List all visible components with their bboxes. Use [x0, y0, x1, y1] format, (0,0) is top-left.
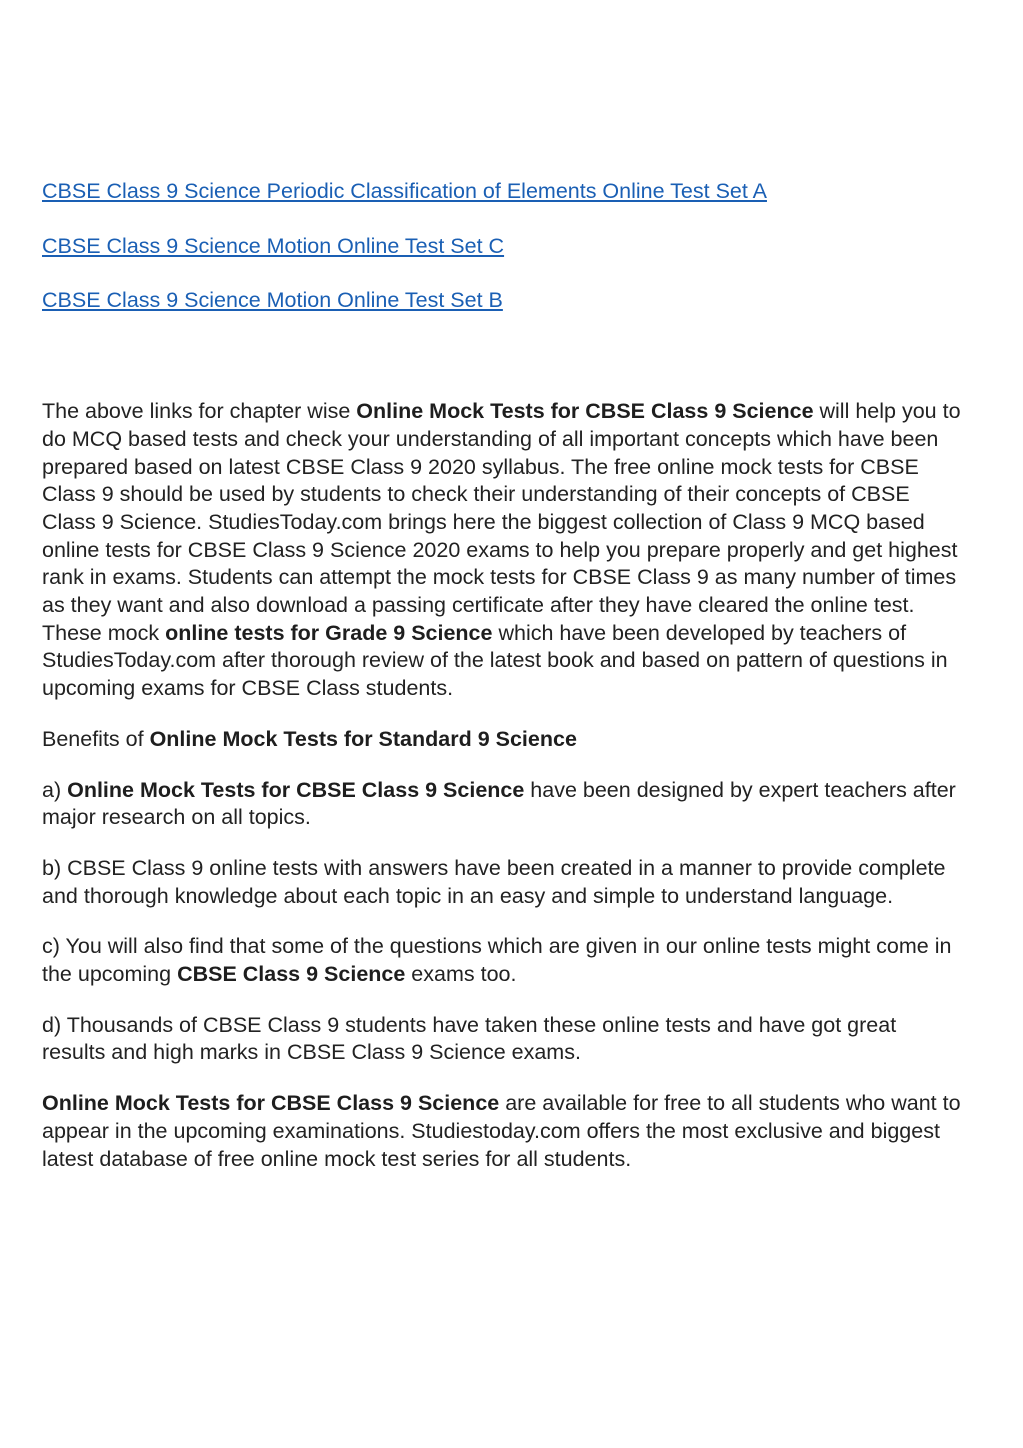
link-periodic-classification-set-a[interactable]: CBSE Class 9 Science Periodic Classification of Elements Online Test Set A — [42, 179, 767, 203]
benefit-a-text: have been designed by expert teachers after major research on all topics. — [42, 777, 956, 830]
intro-bold-2: online tests for Grade 9 Science — [165, 620, 493, 645]
closing-bold: Online Mock Tests for CBSE Class 9 Science — [42, 1091, 500, 1116]
benefit-b-text: b) CBSE Class 9 online tests with answers have been created in a manner to provide complete and thorough knowledge about each topic in an easy and simple to understand language. — [42, 855, 946, 908]
benefit-b-paragraph — [42, 855, 962, 910]
benefit-a-paragraph — [42, 777, 962, 832]
benefits-heading-bold: Online Mock Tests for Standard 9 Science — [149, 726, 577, 751]
benefit-c-text-1: c) You will also find that some of the questions which are given in our online tests might come in the upcoming — [42, 934, 952, 987]
intro-text-1: The above links for chapter wise — [42, 399, 357, 424]
link-motion-set-c[interactable]: CBSE Class 9 Science Motion Online Test Set C — [42, 233, 505, 258]
benefit-a-bold: Online Mock Tests for CBSE Class 9 Science — [67, 777, 525, 802]
benefits-heading-text: Benefits of — [42, 726, 150, 751]
benefit-c-bold: CBSE Class 9 Science — [177, 962, 406, 987]
benefit-a-prefix: a) — [42, 777, 68, 802]
intro-bold-1: Online Mock Tests for CBSE Class 9 Science — [356, 399, 814, 424]
intro-text-2: will help you to do MCQ based tests and check your understanding of all important concepts which have been prepared based on latest CBSE Class 9 2020 syllabus. The free online mock tests for CBSE Class 9 should be used by students to check their understanding of their concepts of CBSE Class 9 Science. StudiesToday.com brings here the biggest collection of Class 9 MCQ based online tests for CBSE Class 9 Science 2020 exams to help you prepare properly and get highest rank in exams. Students can attempt the mock tests for CBSE Class 9 as many number of times as they want and also download a passing certificate after they have cleared the online test. These mock — [42, 399, 961, 645]
closing-text: are available for free to all students who want to appear in the upcoming examinations. Studiestoday.com offers the most exclusive and biggest latest database of free online mock test series for all students. — [42, 1091, 961, 1171]
link-motion-set-b[interactable]: CBSE Class 9 Science Motion Online Test Set B — [42, 288, 503, 313]
benefit-c-text-2: exams too. — [405, 962, 517, 987]
page-content — [42, 178, 962, 1173]
benefit-d-paragraph — [42, 1012, 962, 1067]
intro-paragraph — [42, 398, 962, 703]
intro-text-3: which have been developed by teachers of StudiesToday.com after thorough review of the latest book and based on pattern of questions in upcoming exams for CBSE Class students. — [42, 620, 948, 701]
benefits-heading — [42, 726, 962, 754]
benefit-c-paragraph — [42, 933, 962, 988]
closing-paragraph — [42, 1090, 962, 1173]
benefit-d-text: d) Thousands of CBSE Class 9 students have taken these online tests and have got great results and high marks in CBSE Class 9 Science exams. — [42, 1012, 897, 1065]
test-links-list — [42, 178, 962, 315]
